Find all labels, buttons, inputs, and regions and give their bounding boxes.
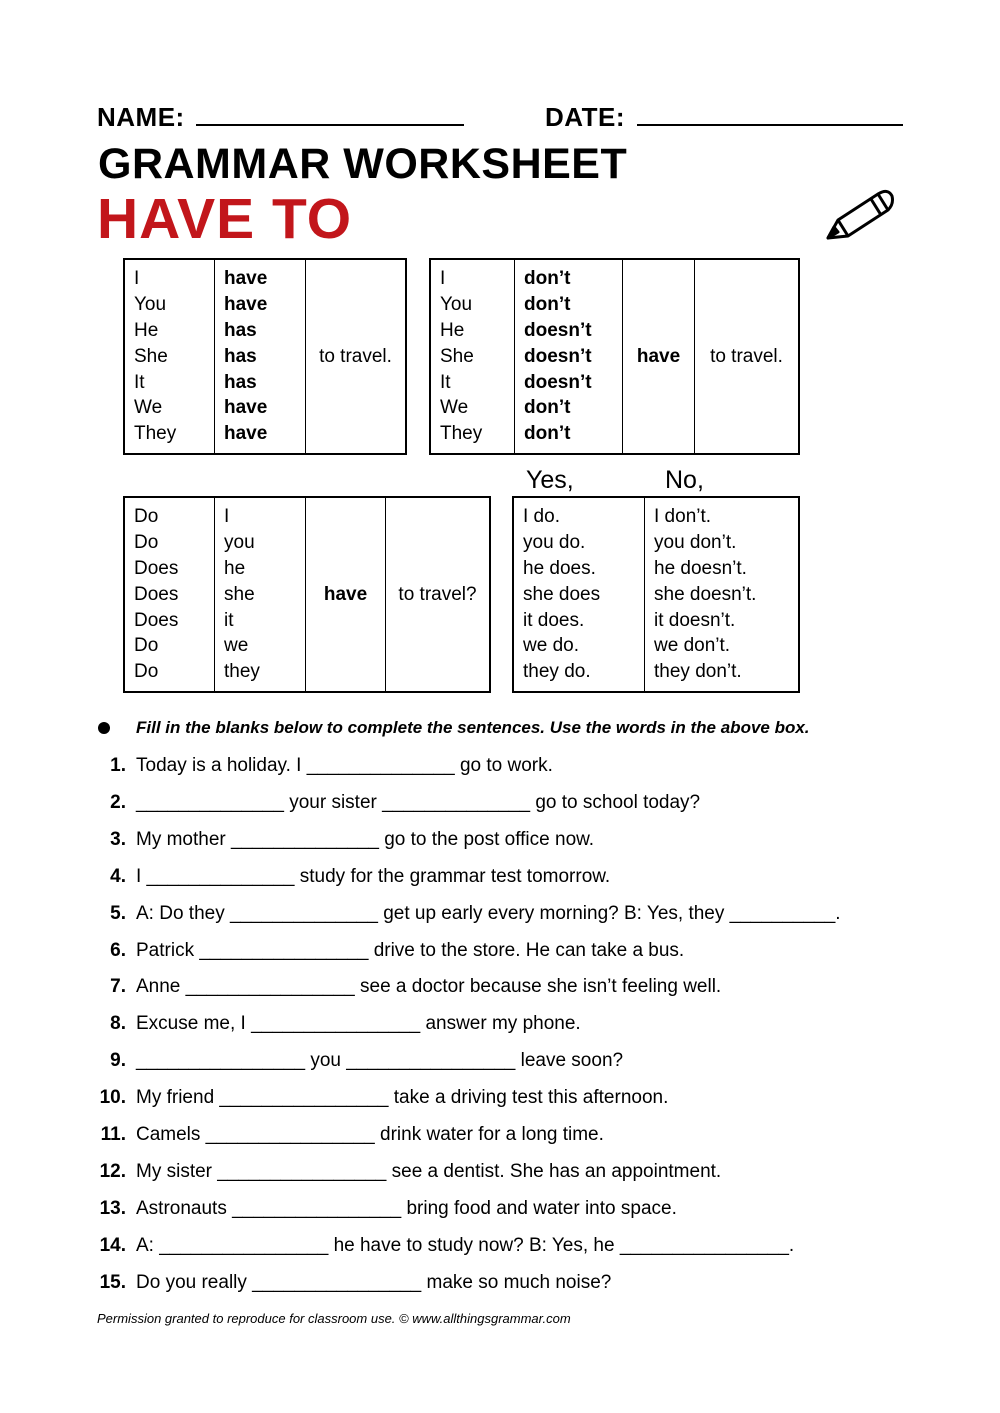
negative-complement: to travel. xyxy=(695,259,800,454)
cell-word: I do. xyxy=(523,506,560,527)
question-auxiliaries xyxy=(125,498,214,691)
cell-word: I xyxy=(224,506,230,527)
cell-word: I xyxy=(134,268,140,289)
exercise-number: 7. xyxy=(110,976,126,998)
exercise-number: 9. xyxy=(110,1050,126,1072)
exercise-number: 4. xyxy=(110,865,126,887)
exercise-sentence: Astronauts ________________ bring food and water into space. xyxy=(136,1197,677,1219)
cell-word: doesn’t xyxy=(524,371,592,393)
cell-word: Does xyxy=(134,557,179,579)
footer-credit: Permission granted to reproduce for classroom use. © www.allthingsgrammar.com xyxy=(97,1311,571,1326)
cell-word: he doesn’t. xyxy=(654,557,747,579)
exercise-number: 12. xyxy=(99,1160,126,1182)
exercise-number: 10. xyxy=(99,1087,126,1109)
cell-word: She xyxy=(440,345,474,367)
cell-word: she xyxy=(224,583,255,605)
exercise-number: 11. xyxy=(100,1124,126,1145)
question-main-verb: have xyxy=(306,497,386,692)
topic-title: HAVE TO xyxy=(97,187,353,251)
cell-word: You xyxy=(440,293,473,315)
bullet-icon xyxy=(98,722,110,734)
cell-word: has xyxy=(224,319,257,341)
exercise-item[interactable] xyxy=(96,1087,668,1109)
exercise-number: 14. xyxy=(99,1234,126,1256)
negative-main-verb: have xyxy=(623,259,695,454)
cell-word: Does xyxy=(134,609,179,631)
exercise-item[interactable] xyxy=(96,1235,794,1257)
exercise-item[interactable] xyxy=(96,1013,581,1035)
question-table xyxy=(123,496,491,693)
exercise-sentence: Excuse me, I ________________ answer my phone. xyxy=(136,1013,581,1035)
cell-word: it xyxy=(224,609,234,631)
cell-word: have xyxy=(224,293,268,315)
exercise-item[interactable] xyxy=(96,755,553,777)
affirmative-complement: to travel. xyxy=(306,259,407,454)
cell-word: I xyxy=(440,268,446,289)
exercise-sentence: My friend ________________ take a driving test this afternoon. xyxy=(136,1087,669,1109)
no-answers xyxy=(645,498,798,691)
cell-word: We xyxy=(440,397,469,419)
cell-word: have xyxy=(224,268,268,289)
exercise-sentence: Patrick ________________ drive to the store. He can take a bus. xyxy=(136,939,685,961)
name-field xyxy=(97,102,464,133)
cell-word: It xyxy=(134,371,145,393)
cell-word: They xyxy=(440,423,483,445)
exercise-sentence: A: ________________ he have to study now? B: Yes, he ________________. xyxy=(136,1234,795,1256)
question-pronouns xyxy=(215,498,305,691)
cell-word: she does xyxy=(523,583,601,605)
exercise-item[interactable] xyxy=(96,1161,721,1183)
affirmative-pronouns xyxy=(125,260,214,453)
exercise-sentence: Do you really ________________ make so much noise? xyxy=(136,1271,612,1293)
negative-table xyxy=(429,258,800,455)
exercise-number: 6. xyxy=(110,939,126,961)
exercise-item[interactable] xyxy=(96,1124,604,1146)
exercise-item[interactable] xyxy=(96,1050,623,1072)
exercise-number: 13. xyxy=(99,1197,126,1219)
instruction-text: Fill in the blanks below to complete the sentences. Use the words in the above box. xyxy=(136,718,810,737)
exercise-sentence: Camels ________________ drink water for a long time. xyxy=(136,1124,604,1145)
cell-word: it does. xyxy=(523,609,585,631)
cell-word: they don’t. xyxy=(654,661,742,683)
cell-word: he does. xyxy=(523,557,596,579)
cell-word: has xyxy=(224,371,257,393)
cell-word: they xyxy=(224,661,260,683)
cell-word: have xyxy=(224,397,268,419)
cell-word: don’t xyxy=(524,423,571,445)
affirmative-table xyxy=(123,258,407,455)
exercise-sentence: ________________ you ________________ leave soon? xyxy=(136,1050,624,1072)
exercise-sentence: I ______________ study for the grammar test tomorrow. xyxy=(136,865,611,887)
name-label: NAME: xyxy=(97,102,185,132)
cell-word: you do. xyxy=(523,531,586,553)
cell-word: Do xyxy=(134,635,159,657)
cell-word: She xyxy=(134,345,168,367)
exercise-item[interactable] xyxy=(96,1272,611,1294)
exercise-sentence: ______________ your sister ______________ go to school today? xyxy=(136,791,701,813)
exercise-number: 8. xyxy=(110,1013,126,1035)
name-line[interactable] xyxy=(196,102,464,126)
cell-word: don’t xyxy=(524,268,571,289)
exercise-number: 15. xyxy=(99,1271,126,1293)
date-field xyxy=(545,102,903,133)
cell-word: Do xyxy=(134,661,159,683)
yes-answers xyxy=(514,498,644,691)
cell-word: He xyxy=(440,319,465,341)
cell-word: they do. xyxy=(523,661,591,683)
exercise-number: 2. xyxy=(110,791,126,813)
exercise-item[interactable] xyxy=(96,903,841,925)
yes-label: Yes, xyxy=(526,466,574,494)
cell-word: don’t xyxy=(524,397,571,419)
cell-word: It xyxy=(440,371,451,393)
cell-word: you xyxy=(224,531,255,553)
exercise-number: 1. xyxy=(110,755,126,776)
no-label: No, xyxy=(665,466,704,494)
date-line[interactable] xyxy=(637,102,903,126)
pencil-icon xyxy=(822,186,898,244)
exercise-item[interactable] xyxy=(96,1198,677,1220)
cell-word: doesn’t xyxy=(524,319,592,341)
negative-pronouns xyxy=(431,260,514,453)
exercise-number: 5. xyxy=(110,902,126,924)
cell-word: has xyxy=(224,345,257,367)
exercise-item[interactable] xyxy=(96,829,594,851)
cell-word: it doesn’t. xyxy=(654,609,736,631)
cell-word: I don’t. xyxy=(654,506,712,527)
exercise-sentence: Today is a holiday. I ______________ go to work. xyxy=(136,755,553,776)
cell-word: we do. xyxy=(523,635,579,657)
worksheet-title: GRAMMAR WORKSHEET xyxy=(98,140,628,188)
exercise-sentence: A: Do they ______________ get up early every morning? B: Yes, they __________. xyxy=(136,902,841,924)
cell-word: Do xyxy=(134,531,159,553)
cell-word: you don’t. xyxy=(654,531,737,553)
cell-word: she doesn’t. xyxy=(654,583,757,605)
answers-table xyxy=(512,496,800,693)
cell-word: We xyxy=(134,397,163,419)
cell-word: have xyxy=(224,423,268,445)
exercise-item[interactable] xyxy=(96,792,700,814)
negative-verbs xyxy=(515,260,622,453)
exercise-item[interactable] xyxy=(96,976,721,998)
date-label: DATE: xyxy=(545,102,626,132)
question-complement: to travel? xyxy=(386,497,491,692)
cell-word: he xyxy=(224,557,246,579)
cell-word: He xyxy=(134,319,159,341)
cell-word: Does xyxy=(134,583,179,605)
exercise-number: 3. xyxy=(110,828,126,850)
exercise-item[interactable] xyxy=(96,940,684,962)
exercise-sentence: My sister ________________ see a dentist. She has an appointment. xyxy=(136,1160,722,1182)
exercise-sentence: My mother ______________ go to the post office now. xyxy=(136,828,595,850)
cell-word: doesn’t xyxy=(524,345,592,367)
cell-word: Do xyxy=(134,506,159,527)
cell-word: You xyxy=(134,293,167,315)
cell-word: don’t xyxy=(524,293,571,315)
cell-word: They xyxy=(134,423,177,445)
cell-word: we xyxy=(224,635,249,657)
exercise-item[interactable] xyxy=(96,866,610,888)
cell-word: we don’t. xyxy=(654,635,731,657)
affirmative-verbs xyxy=(215,260,305,453)
exercise-sentence: Anne ________________ see a doctor because she isn’t feeling well. xyxy=(136,976,722,998)
